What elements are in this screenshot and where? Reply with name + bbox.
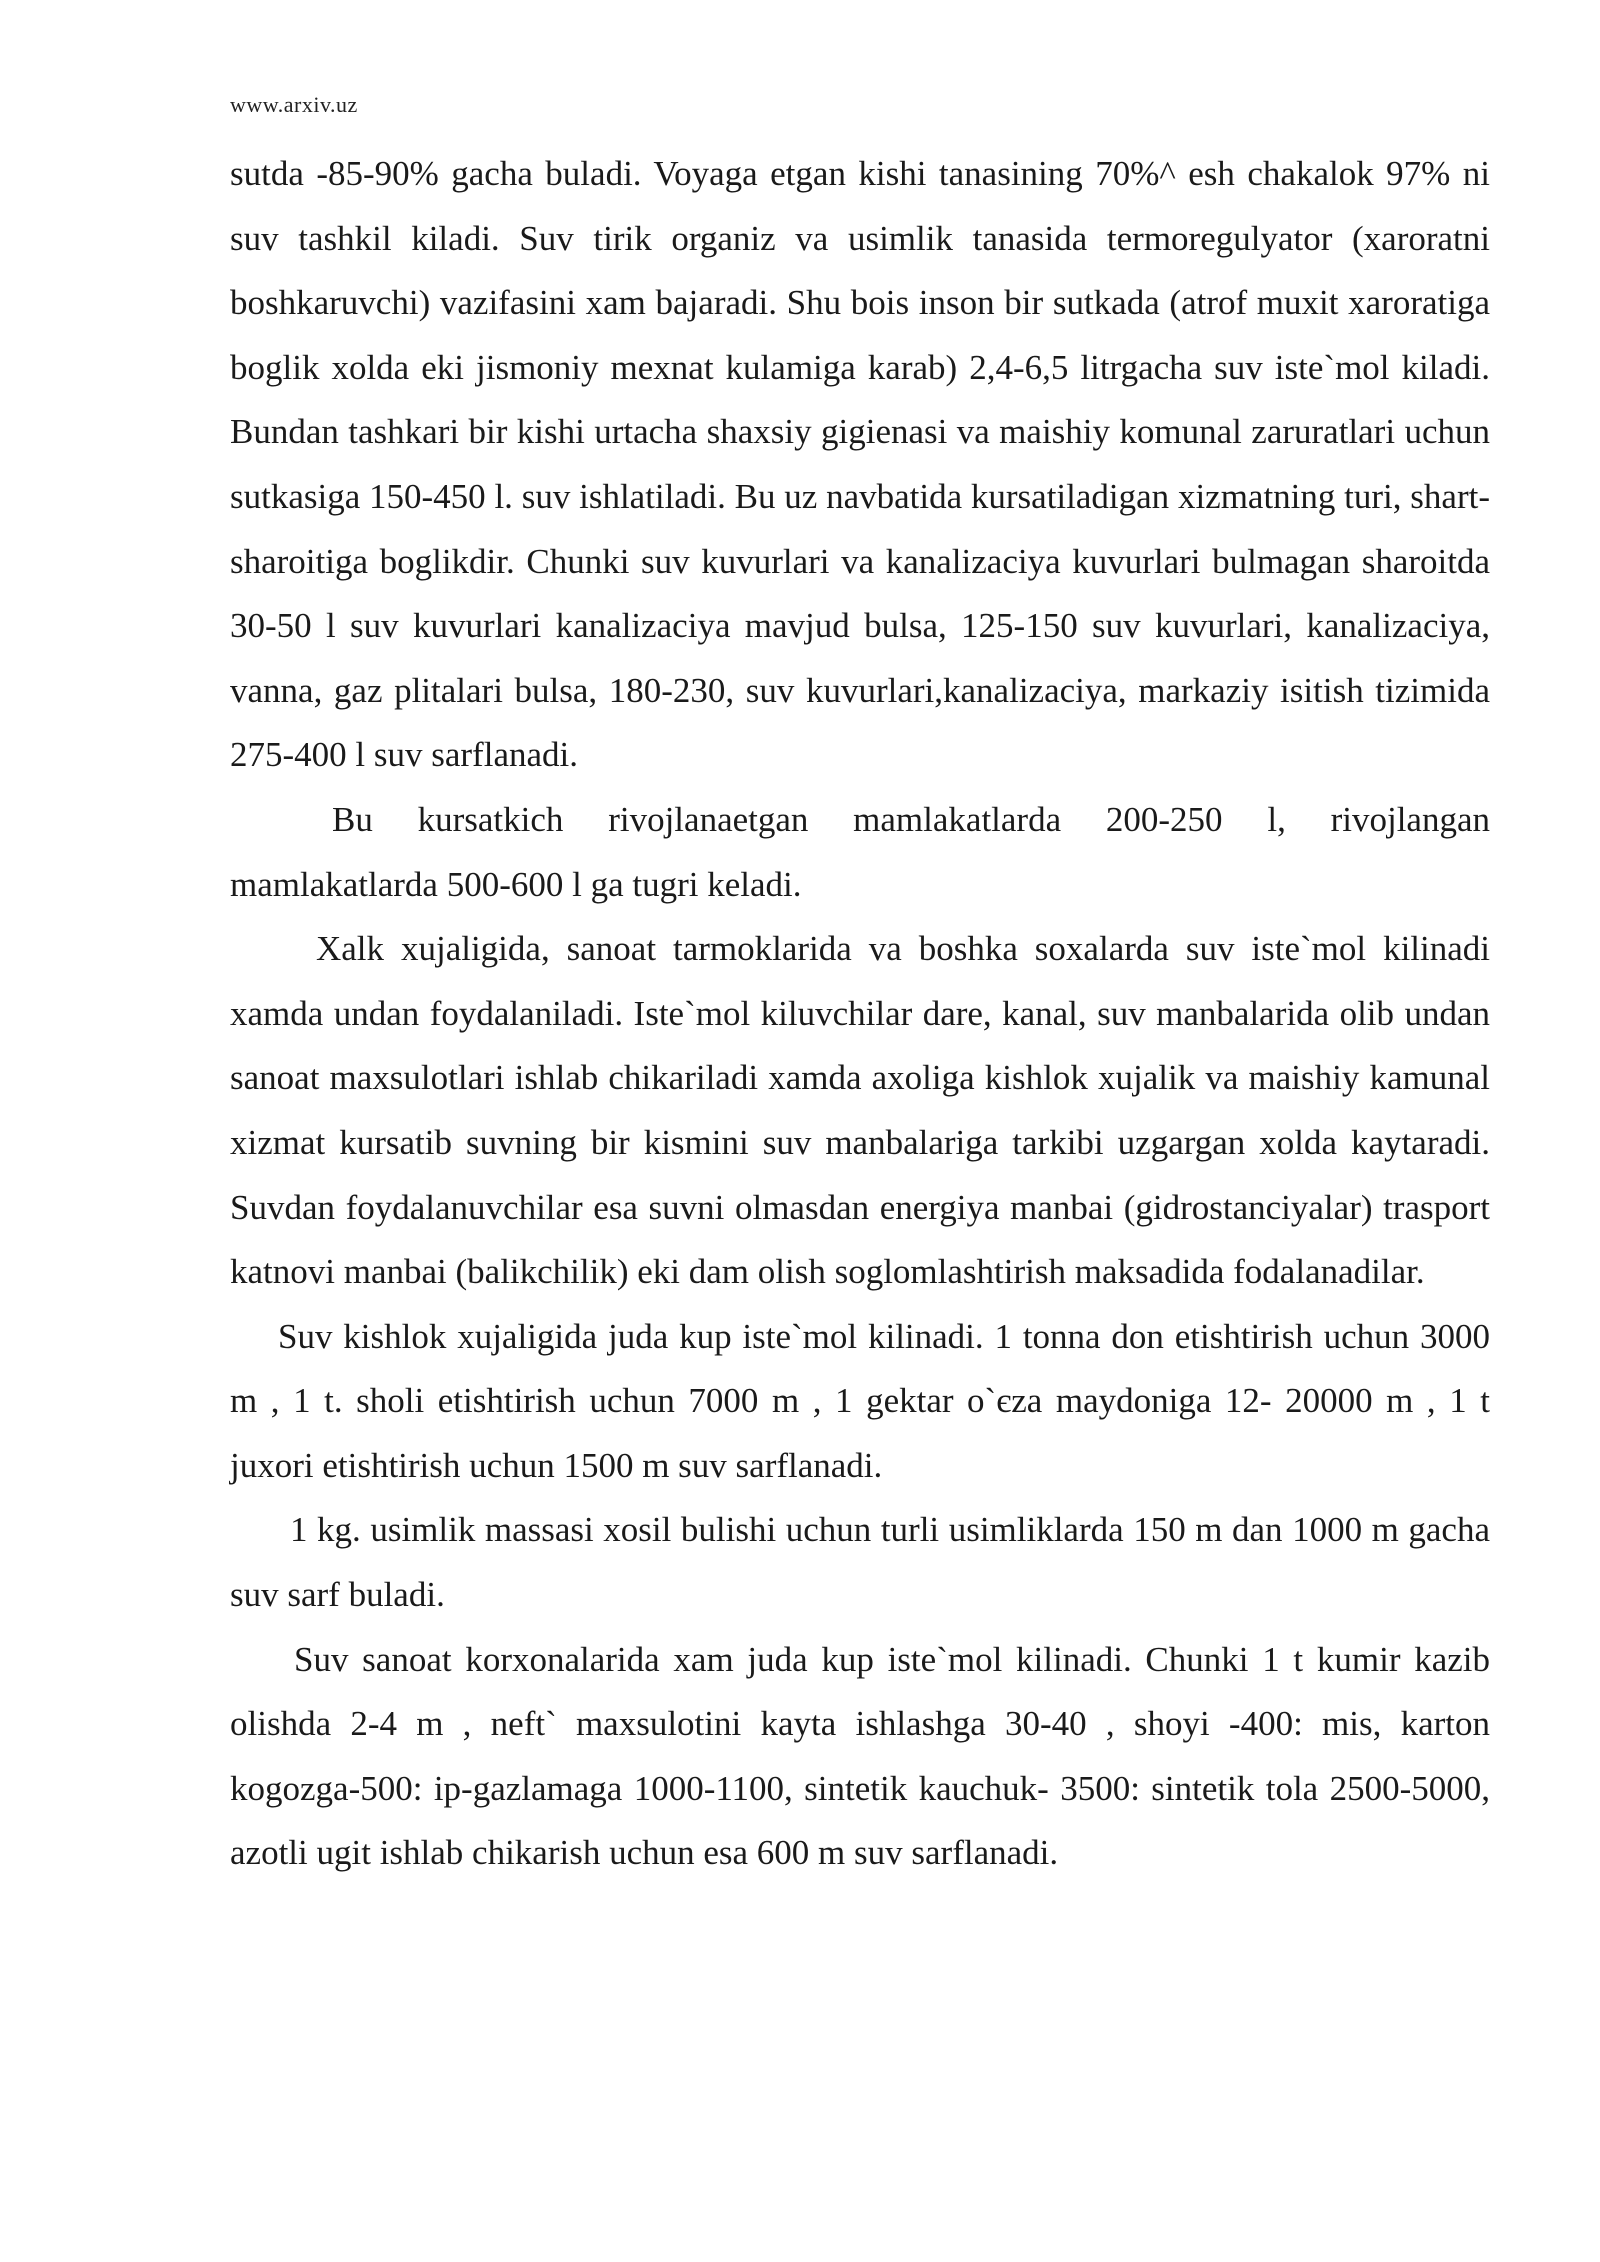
body-text: [230, 142, 1490, 1886]
paragraph-water-consumption: sutda -85-90% gacha buladi. Voyaga etgan kishi tanasining 70%^ esh chakalok 97% ni suv tashkil kiladi. Suv tirik organiz va usimlik tanasida termoregulyator (xaroratni boshkaruvchi) vazifasini xam bajaradi. Shu bois inson bir sutkada (atrof muxit xaroratiga boglik xolda eki jismoniy mexnat kulamiga karab) 2,4-6,5 litrgacha suv iste`mol kiladi. Bundan tashkari bir kishi urtacha shaxsiy gigienasi va maishiy komunal zaruratlari uchun sutkasiga 150-450 l. suv ishlatiladi. Bu uz navbatida kursatiladigan xizmatning turi, shart-sharoitiga boglikdir. Chunki suv kuvurlari va kanalizaciya kuvurlari bulmagan sharoitda 30-50 l suv kuvurlari kanalizaciya mavjud bulsa, 125-150 suv kuvurlari, kanalizaciya, vanna, gaz plitalari bulsa, 180-230, suv kuvurlari,kanalizaciya, markaziy isitish tizimida 275-400 l suv sarflanadi.: [230, 154, 1490, 775]
paragraph-industry: Suv sanoat korxonalarida xam juda kup iste`mol kilinadi. Chunki 1 t kumir kazib olishda 2-4 m , neft` maxsulotini kayta ishlashga 30-40 , shoyi -400: mis, karton kogozga-500: ip-gazlamaga 1000-1100, sintetik kauchuk- 3500: sintetik tola 2500-5000, azotli ugit ishlab chikarish uchun esa 600 m suv sarflanadi.: [230, 1639, 1490, 1873]
paragraph-national-economy: Xalk xujaligida, sanoat tarmoklarida va boshka soxalarda suv iste`mol kilinadi xamda undan foydalaniladi. Iste`mol kiluvchilar dare, kanal, suv manbalarida olib undan sanoat maxsulotlari ishlab chikariladi xamda axoliga kishlok xujalik va maishiy kamunal xizmat kursatib suvning bir kismini suv manbalariga tarkibi uzgargan xolda kaytaradi. Suvdan foydalanuvchilar esa suvni olmasdan energiya manbai (gidrostanciyalar) trasport katnovi manbai (balikchilik) eki dam olish soglomlashtirish maksadida fodalanadilar.: [230, 929, 1490, 1292]
paragraph-country-comparison: Bu kursatkich rivojlanaetgan mamlakatlarda 200-250 l, rivojlangan mamlakatlarda 500-600 l ga tugri keladi.: [230, 799, 1490, 904]
paragraph-plant-mass: 1 kg. usimlik massasi xosil bulishi uchun turli usimliklarda 150 m dan 1000 m gacha suv sarf buladi.: [230, 1510, 1490, 1615]
paragraph-agriculture: Suv kishlok xujaligida juda kup iste`mol kilinadi. 1 tonna don etishtirish uchun 3000 m , 1 t. sholi etishtirish uchun 7000 m , 1 gektar o`єza maydoniga 12- 20000 m , 1 t juxori etishtirish uchun 1500 m suv sarflanadi.: [230, 1316, 1490, 1485]
header-url: www.arxiv.uz: [230, 92, 358, 117]
